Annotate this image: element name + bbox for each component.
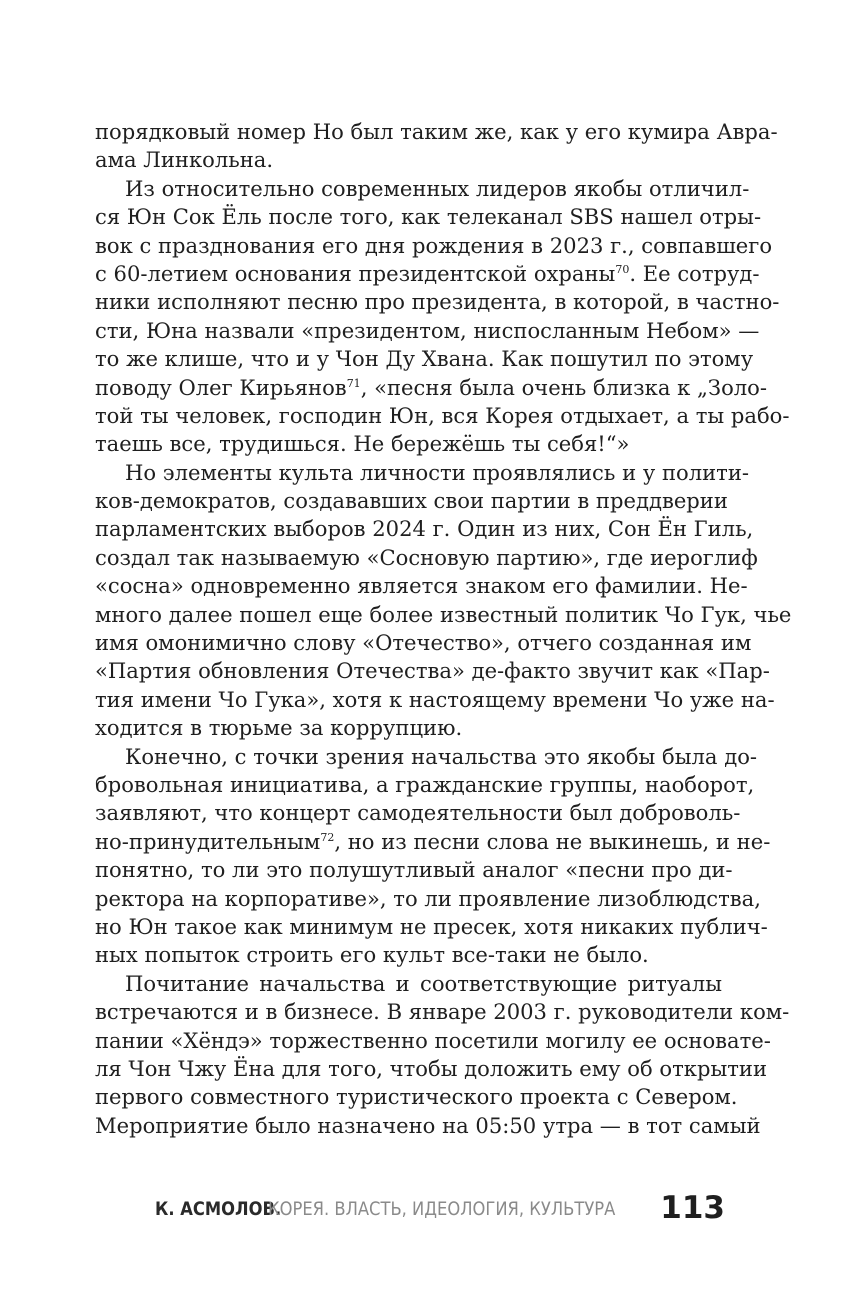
text-line: «сосна» одновременно является знаком его фамилии. Не- <box>95 573 748 599</box>
text-line: ходится в тюрьме за коррупцию. <box>95 715 463 741</box>
text-line: ных попыток строить его культ все-таки не было. <box>95 942 649 968</box>
page-footer <box>155 1190 725 1230</box>
text-line: порядковый номер Но был таким же, как у его кумира Авра- <box>95 119 778 144</box>
footnote-ref-70[interactable]: 70 <box>615 262 630 276</box>
text-line: то же клише, что и у Чон Ду Хвана. Как пошутил по этому <box>95 346 754 372</box>
text-line: первого совместного туристического проекта с Севером. <box>95 1084 738 1110</box>
text-line: таешь все, трудишься. Не бережёшь ты себя!“» <box>95 431 630 457</box>
text-segment: поводу Олег Кирьянов <box>95 374 347 400</box>
text-line: «Партия обновления Отечества» де-факто звучит как «Пар- <box>95 658 770 684</box>
text-line <box>95 374 767 402</box>
text-line: тия имени Чо Гука», хотя к настоящему времени Чо уже на- <box>95 686 775 712</box>
text-line: ама Линкольна. <box>95 147 274 173</box>
text-line: Но элементы культа личности проявлялись и у полити- <box>125 459 750 485</box>
text-line: Конечно, с точки зрения начальства это якобы была до- <box>125 743 758 769</box>
text-line: имя омонимично слову «Отечество», отчего созданная им <box>95 630 752 656</box>
text-line: бровольная инициатива, а гражданские группы, наоборот, <box>95 771 755 797</box>
text-segment: но-принудительным <box>95 828 321 854</box>
text-line: ники исполняют песню про президента, в которой, в частно- <box>95 289 780 315</box>
text-line <box>95 828 771 856</box>
text-line: создал так называемую «Сосновую партию», где иероглиф <box>95 544 758 570</box>
text-line: много далее пошел еще более известный политик Чо Гук, чье <box>95 601 792 627</box>
text-line <box>95 260 760 288</box>
text-line: но Юн такое как минимум не пресек, хотя никаких публич- <box>95 913 768 939</box>
text-line: сти, Юна назвали «президентом, ниспосланным Небом» — <box>95 317 760 343</box>
body-text <box>95 118 792 1140</box>
text-line: понятно, то ли это полушутливый аналог «песни про ди- <box>95 857 733 883</box>
footer-author: К. АСМОЛОВ. <box>155 1198 282 1220</box>
page-number: 113 <box>660 1190 725 1226</box>
text-segment: , «песня была очень близка к „Золо- <box>360 374 767 400</box>
text-line: Из относительно современных лидеров якобы отличил- <box>125 175 750 201</box>
text-line: пании «Хёндэ» торжественно посетили могилу ее основате- <box>95 1027 771 1053</box>
footer-book-title: КОРЕЯ. ВЛАСТЬ, ИДЕОЛОГИЯ, КУЛЬТУРА <box>268 1198 616 1220</box>
text-line: Мероприятие было назначено на 05:50 утра — в тот самый <box>95 1112 761 1138</box>
text-line: ся Юн Сок Ёль после того, как телеканал SBS нашел отры- <box>95 204 762 230</box>
footnote-ref-71[interactable]: 71 <box>346 376 361 390</box>
text-line: ков-демократов, создававших свои партии в преддверии <box>95 488 728 514</box>
text-line: ректора на корпоративе», то ли проявление лизоблюдства, <box>95 885 761 911</box>
text-line: той ты человек, господин Юн, вся Корея отдыхает, а ты рабо- <box>95 402 790 428</box>
text-line: ля Чон Чжу Ёна для того, чтобы доложить ему об открытии <box>95 1055 768 1081</box>
text-line: заявляют, что концерт самодеятельности был доброволь- <box>95 800 741 826</box>
text-line: встречаются и в бизнесе. В январе 2003 г. руководители ком- <box>95 999 790 1025</box>
text-line: вок с празднования его дня рождения в 2023 г., совпавшего <box>95 232 773 258</box>
text-segment: , но из песни слова не выкинешь, и не- <box>334 828 771 854</box>
footnote-ref-72[interactable]: 72 <box>320 830 335 844</box>
text-segment: . Ее сотруд- <box>629 260 760 286</box>
text-line: Почитание начальства и соответствующие ритуалы <box>125 970 722 996</box>
text-line: парламентских выборов 2024 г. Один из них, Сон Ён Гиль, <box>95 516 754 542</box>
text-segment: с 60-летием основания президентской охраны <box>95 260 616 286</box>
